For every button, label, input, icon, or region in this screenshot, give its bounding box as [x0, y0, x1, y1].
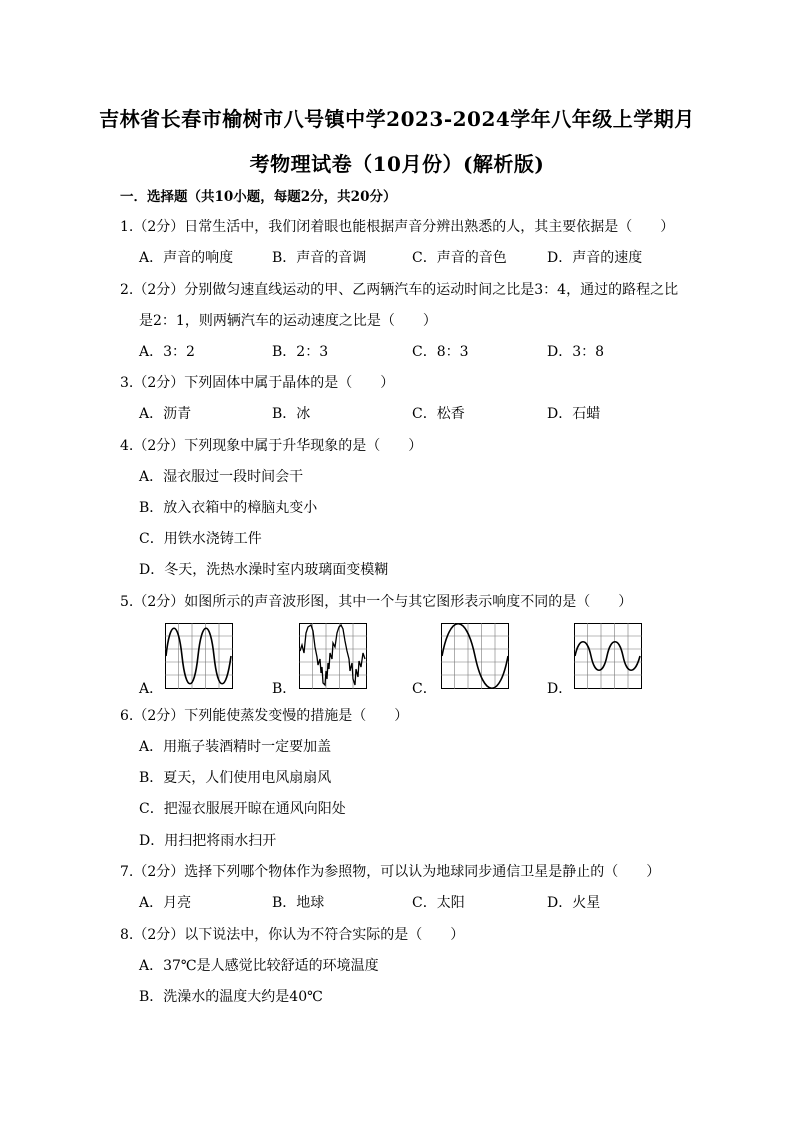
- waveform-c-figure: [441, 623, 509, 689]
- question-5-option-c: C．: [412, 681, 437, 697]
- question-5-stem: 5.（2分）如图所示的声音波形图，其中一个与其它图形表示响度不同的是（ ）: [120, 594, 633, 610]
- question-6-option-d: D．用扫把将雨水扫开: [139, 833, 277, 849]
- question-2-option-d: D．3：8: [547, 344, 605, 360]
- question-7-option-d: D．火星: [547, 895, 601, 911]
- question-7-option-b: B．地球: [272, 895, 325, 911]
- question-6-option-b: B．夏天，人们使用电风扇扇风: [139, 770, 332, 786]
- question-5-option-a: A．: [139, 681, 164, 697]
- question-6-option-c: C．把湿衣服展开晾在通风向阳处: [139, 801, 346, 817]
- question-7-option-a: A．月亮: [139, 895, 192, 911]
- waveform-d-figure: [574, 623, 642, 689]
- question-6-option-a: A．用瓶子装酒精时一定要加盖: [139, 739, 332, 755]
- document-title-line-1: 吉林省长春市榆树市八号镇中学2023-2024学年八年级上学期月: [99, 107, 695, 131]
- question-2-stem-line-2: 是2：1，则两辆汽车的运动速度之比是（ ）: [139, 313, 437, 329]
- question-3-option-a: A．沥青: [139, 406, 192, 422]
- question-6-stem: 6.（2分）下列能使蒸发变慢的措施是（ ）: [120, 708, 409, 724]
- question-7-stem: 7.（2分）选择下列哪个物体作为参照物，可以认为地球同步通信卫星是静止的（ ）: [120, 864, 661, 880]
- question-8-stem: 8.（2分）以下说法中，你认为不符合实际的是（ ）: [120, 927, 465, 943]
- waveform-a-figure: [165, 623, 233, 689]
- document-title-line-2: 考物理试卷（10月份）(解析版): [249, 152, 545, 176]
- question-4-option-d: D．冬天，洗热水澡时室内玻璃面变模糊: [139, 562, 389, 578]
- question-1-option-d: D．声音的速度: [547, 250, 643, 266]
- question-1-option-c: C．声音的音色: [412, 250, 507, 266]
- question-5-option-b: B．: [272, 681, 297, 697]
- question-4-option-c: C．用铁水浇铸工件: [139, 531, 262, 547]
- question-2-option-c: C．8：3: [412, 344, 469, 360]
- question-8-option-a: A．37℃是人感觉比较舒适的环境温度: [139, 958, 379, 974]
- question-1-option-b: B．声音的音调: [272, 250, 367, 266]
- question-2-option-b: B．2：3: [272, 344, 329, 360]
- question-5-option-d: D．: [547, 681, 573, 697]
- question-7-option-c: C．太阳: [412, 895, 465, 911]
- question-3-option-b: B．冰: [272, 406, 311, 422]
- waveform-b-figure: [299, 623, 367, 689]
- question-2-stem-line-1: 2.（2分）分别做匀速直线运动的甲、乙两辆汽车的运动时间之比是3：4，通过的路程之比: [120, 282, 679, 298]
- question-4-stem: 4.（2分）下列现象中属于升华现象的是（ ）: [120, 438, 423, 454]
- question-4-option-b: B．放入衣箱中的樟脑丸变小: [139, 500, 318, 516]
- question-4-option-a: A．湿衣服过一段时间会干: [139, 469, 304, 485]
- question-3-option-c: C．松香: [412, 406, 465, 422]
- question-3-option-d: D．石蜡: [547, 406, 601, 422]
- question-2-option-a: A．3：2: [139, 344, 195, 360]
- question-8-option-b: B．洗澡水的温度大约是40℃: [139, 989, 323, 1005]
- section-heading: 一．选择题（共10小题，每题2分，共20分）: [120, 189, 397, 205]
- question-3-stem: 3.（2分）下列固体中属于晶体的是（ ）: [120, 375, 395, 391]
- question-1-stem: 1.（2分）日常生活中，我们闭着眼也能根据声音分辨出熟悉的人，其主要依据是（ ）: [120, 219, 675, 235]
- question-1-option-a: A．声音的响度: [139, 250, 234, 266]
